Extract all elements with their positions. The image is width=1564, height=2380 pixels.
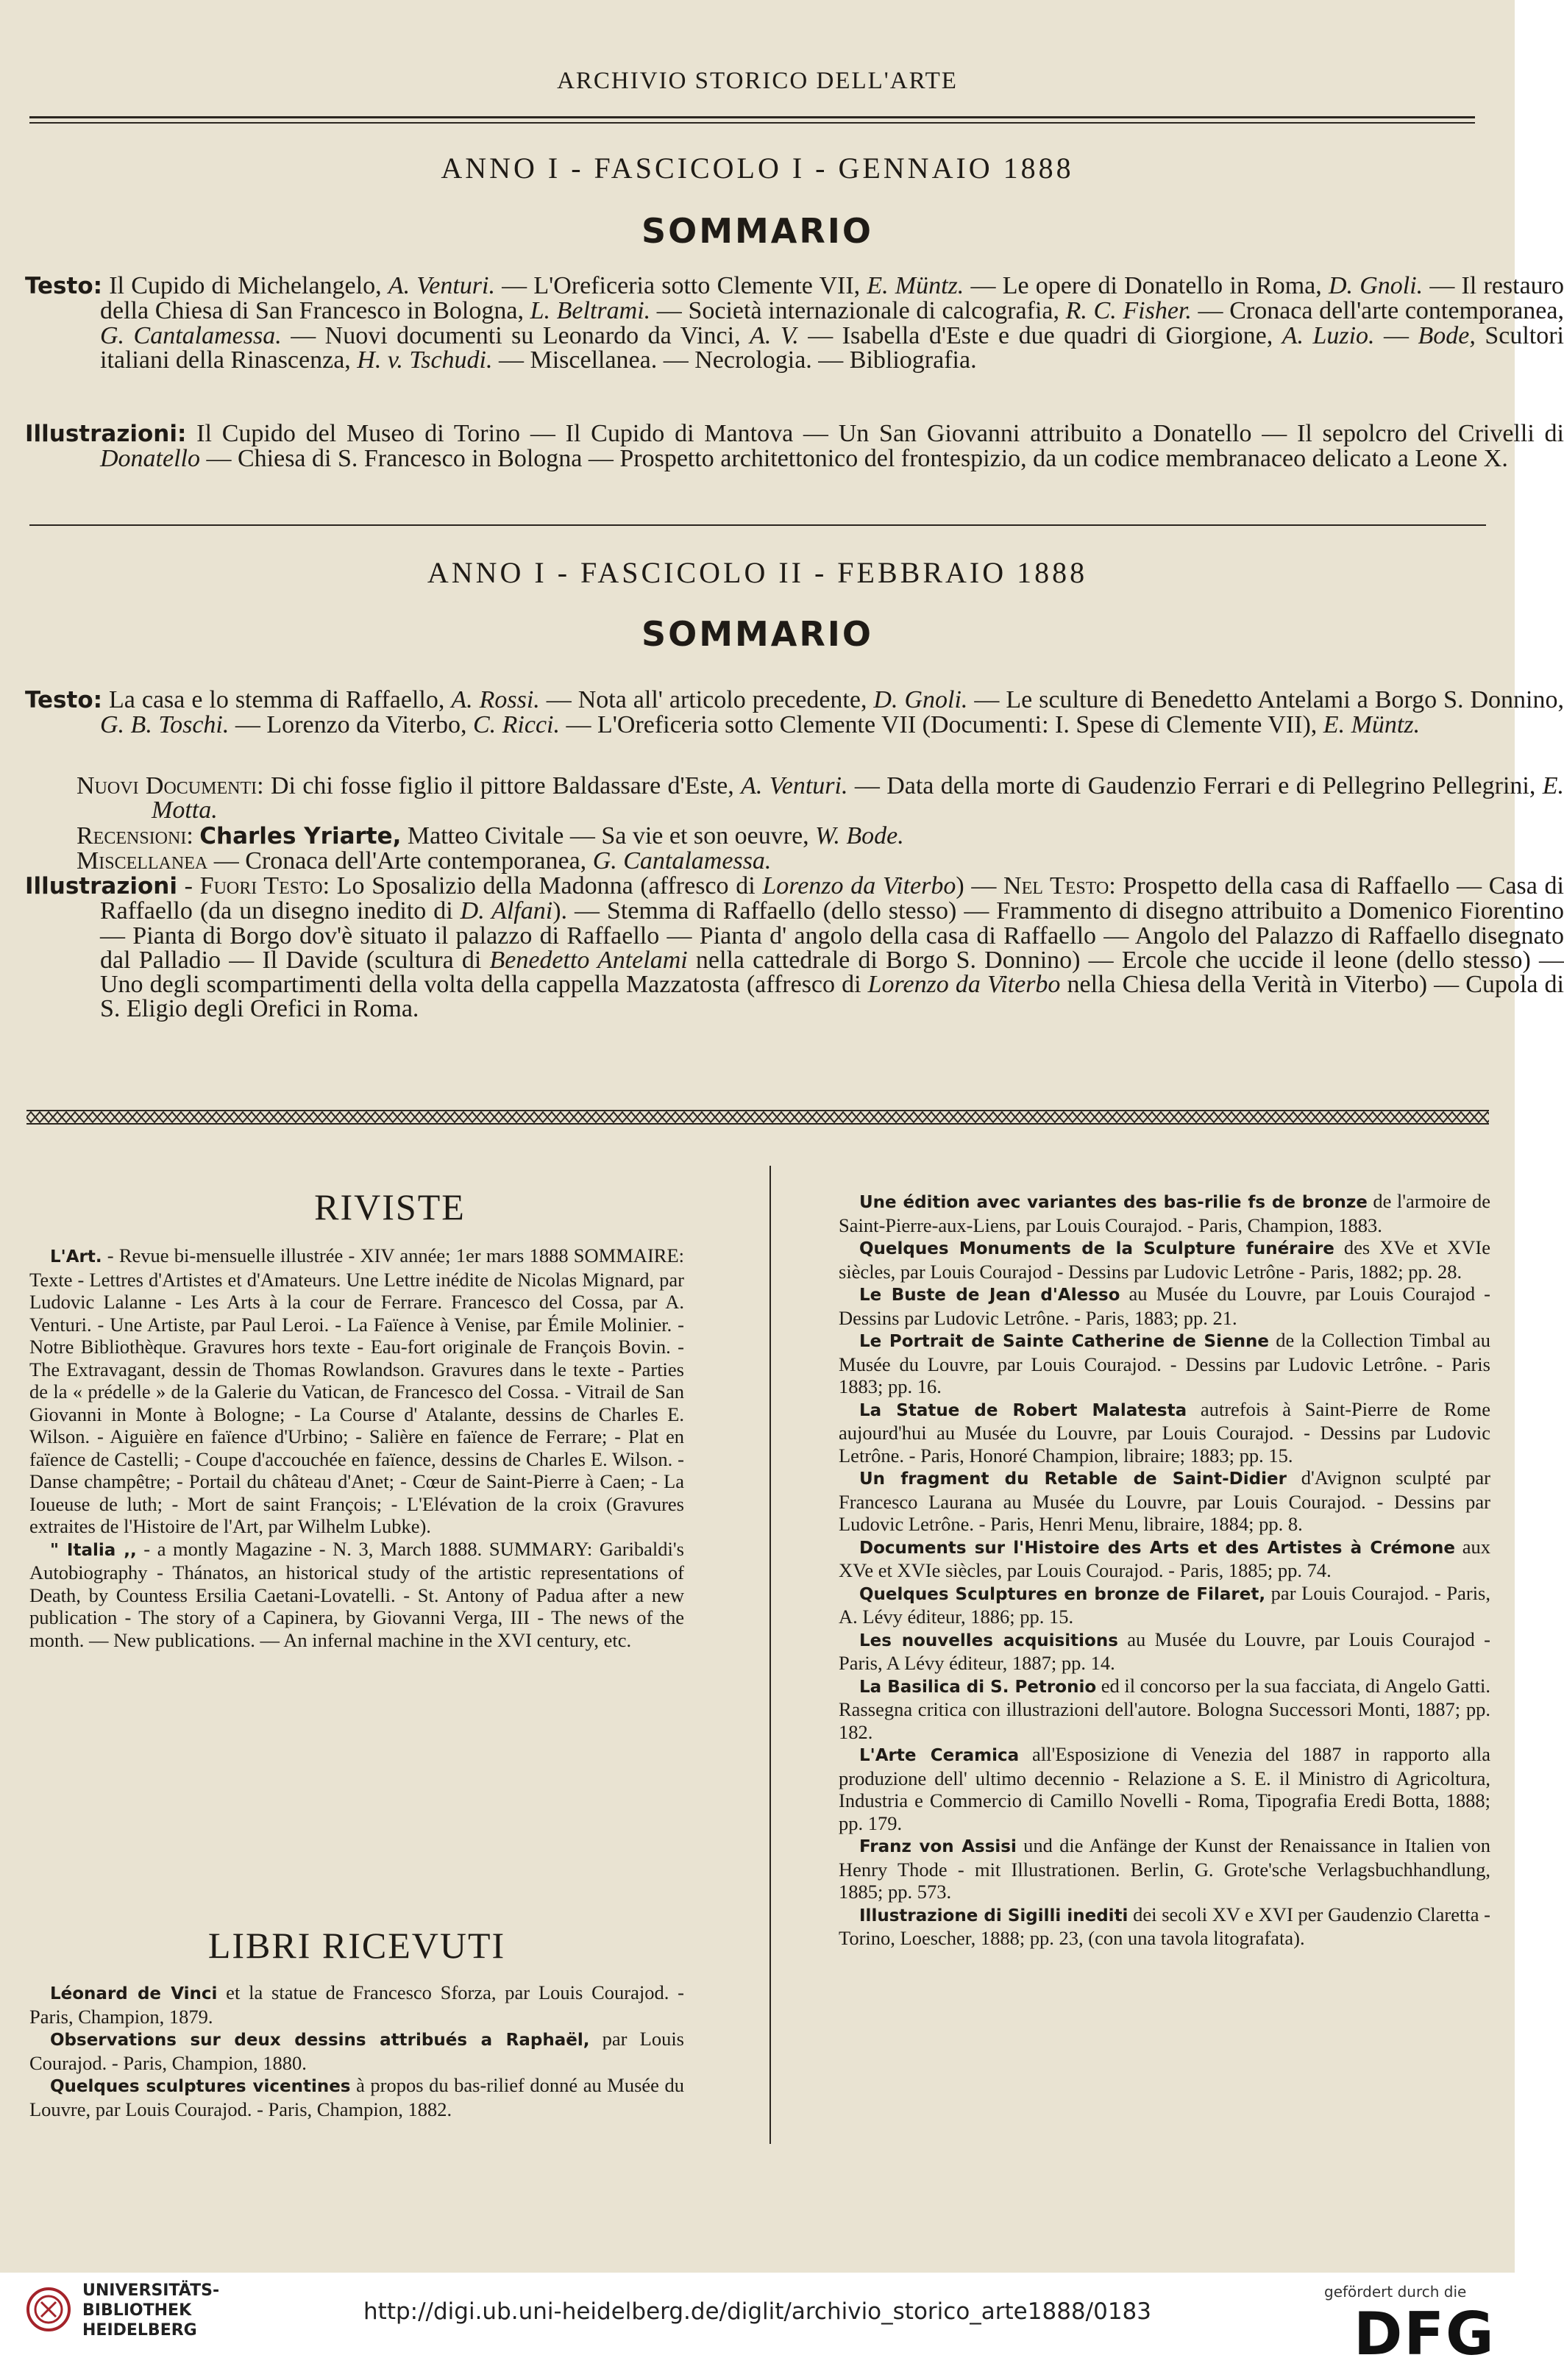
book-entry xyxy=(839,1190,1490,1236)
header-rule-2 xyxy=(29,122,1475,124)
text-run: — Nuovi documenti su Leonardo da Vinci, xyxy=(281,321,750,349)
entry-title: Quelques sculptures vicentines xyxy=(50,2077,351,2096)
book-entry xyxy=(839,1536,1490,1582)
entry-text: d'Avignon sculpté par Francesco Laurana au Musée du Louvre, par Louis Courajod. - Dessins par Ludovic Letrône. - Paris, Henri Menu, libraire, 1884; pp. 8. xyxy=(839,1467,1490,1535)
text-run: — L'Oreficeria sotto Clemente VII (Documenti: I. Spese di Clemente VII), xyxy=(560,711,1323,739)
author: L. Beltrami. xyxy=(530,297,651,325)
text-run: — Chiesa di S. Francesco in Bologna — Prospetto architettonico del frontespizio, da un codice membranaceo delicato a Leone X. xyxy=(199,445,1508,473)
entry-title: La Basilica di S. Petronio xyxy=(859,1677,1097,1697)
author: D. Gnoli. xyxy=(873,686,968,713)
author: E. Motta. xyxy=(152,772,1564,824)
author: E. Müntz. xyxy=(1323,711,1421,739)
book-entry xyxy=(839,1582,1490,1628)
entry-title: Le Buste de Jean d'Alesso xyxy=(859,1286,1120,1305)
text-run: — Isabella d'Este e due quadri di Giorgione, xyxy=(798,321,1282,349)
text-run: — Lorenzo da Viterbo, xyxy=(229,711,473,739)
entry-text: all'Esposizione di Venezia del 1887 in rapporto alla produzione dell' ultimo decennio - Relazione a S. E. il Ministro di Agricoltura, Industria e Commercio di Camillo Novelli - Roma, Tipografia Eredi Botta, 1888; pp. 179. xyxy=(839,1743,1490,1834)
entry-text: und die Anfänge der Kunst der Renaissance in Italien von Henry Thode - mit Illustrationen. Berlin, G. Grote'sche Verlagsbuchhandlung, 1885; pp. 573. xyxy=(839,1834,1490,1903)
author: H. v. Tschudi. xyxy=(357,346,493,374)
book-entry xyxy=(839,1628,1490,1675)
book-entry xyxy=(839,1329,1490,1398)
entry-text: ed il concorso per la sua facciata, di Angelo Gatti. Rassegna critica con illustrazioni dell'autore. Bologna Successori Monti, 1887; pp. 182. xyxy=(839,1674,1490,1743)
miscellanea-label: Miscellanea xyxy=(77,847,208,874)
author: G. B. Toschi. xyxy=(100,711,230,739)
entry-title: Les nouvelles acquisitions xyxy=(859,1631,1118,1650)
university-line: HEIDELBERG xyxy=(82,2321,197,2340)
author: Lorenzo da Viterbo xyxy=(867,971,1061,999)
issue2-illustrazioni-label: Illustrazioni xyxy=(25,873,177,899)
text-run: — Il restauro della Chiesa di San Francesco in Bologna, xyxy=(100,272,1564,325)
entry-text: de la Collection Timbal au Musée du Louvre, par Louis Courajod. - Dessins par Ludovic Letrône. - Paris 1883; pp. 16. xyxy=(839,1329,1490,1397)
text-run: — Società internazionale di calcografia, xyxy=(650,297,1066,325)
entry-title: Léonard de Vinci xyxy=(50,1984,218,2003)
author: Donatello xyxy=(100,445,200,473)
riviste-heading: RIVISTE xyxy=(314,1186,466,1228)
entry-text: aux XVe et XVIe siècles, par Louis Courajod. - Paris, 1885; pp. 74. xyxy=(839,1535,1490,1581)
author: C. Ricci. xyxy=(472,711,560,739)
entry-title: L'Arte Ceramica xyxy=(859,1746,1020,1765)
book-entry xyxy=(839,1743,1490,1834)
entry-title: L'Art. xyxy=(50,1247,102,1266)
entry-title: " Italia ,, xyxy=(50,1540,137,1560)
section-rule xyxy=(29,524,1486,526)
entry-text: autrefois à Saint-Pierre de Rome aujourd'hui au Musée du Louvre, par Louis Courajod. - Dessins par Ludovic Letrône. - Paris, Honoré Champion, libraire; 1883; pp. 15. xyxy=(839,1397,1490,1467)
issue2-recensioni xyxy=(77,824,1564,849)
issue2-testo xyxy=(25,688,1564,738)
entry-title: Illustrazione di Sigilli inediti xyxy=(859,1906,1128,1925)
text-run: — Le sculture di Benedetto Antelami a Borgo S. Donnino, xyxy=(967,686,1564,713)
entry-title: La Statue de Robert Malatesta xyxy=(859,1400,1187,1420)
riviste-entry xyxy=(29,1538,684,1652)
author: D. Alfani xyxy=(460,897,553,925)
text-run: Prospetto della casa di Raffaello — Casa di Raffaello (da un disegno inedito di xyxy=(100,872,1564,925)
book-entry xyxy=(839,1398,1490,1467)
author: A. Rossi. xyxy=(451,686,540,713)
text-run: Di chi fosse figlio il pittore Baldassare d'Este, xyxy=(263,772,742,799)
entry-text: de l'armoire de Saint-Pierre-aux-Liens, par Louis Courajod. - Paris, Champion, 1883. xyxy=(839,1190,1490,1236)
text-run: — Le opere di Donatello in Roma, xyxy=(964,272,1329,299)
entry-title: Le Portrait de Sainte Catherine de Sienne xyxy=(859,1332,1269,1351)
issue1-testo-label: Testo: xyxy=(25,273,103,299)
text-run: — Miscellanea. — Necrologia. — Bibliografia. xyxy=(492,346,977,374)
author: A. V. xyxy=(750,321,799,349)
issue2-miscellanea xyxy=(77,849,1564,873)
source-url-link[interactable]: http://digi.ub.uni-heidelberg.de/diglit/archivio_storico_arte1888/0183 xyxy=(363,2298,1151,2325)
author: G. Cantalamessa. xyxy=(592,847,772,874)
university-line: BIBLIOTHEK xyxy=(82,2301,192,2320)
text-run: — Nota all' articolo precedente, xyxy=(539,686,874,713)
entry-title: Une édition avec variantes des bas-rilie fs de bronze xyxy=(859,1193,1368,1212)
text-run: Matteo Civitale — Sa vie et son oeuvre, xyxy=(401,822,816,849)
author: Benedetto Antelami xyxy=(489,946,688,974)
author: E. Müntz. xyxy=(867,272,964,299)
entry-title: Quelques Monuments de la Sculpture funéraire xyxy=(859,1239,1334,1258)
issue1-testo xyxy=(25,274,1564,372)
issue2-illustrazioni xyxy=(25,874,1564,1022)
issue1-illustrazioni-label: Illustrazioni: xyxy=(25,421,187,447)
entry-text: dei secoli XV e XVI per Gaudenzio Claretta - Torino, Loescher, 1888; pp. 23, (con una tavola litografata). xyxy=(839,1903,1490,1949)
issue2-nuovi-documenti xyxy=(77,774,1564,823)
entry-text: au Musée du Louvre, par Louis Courajod - Dessins par Ludovic Letrône. - Paris, 1883; pp. 21. xyxy=(839,1283,1490,1329)
issue1-sommario: SOMMARIO xyxy=(641,211,874,251)
book-entry xyxy=(839,1236,1490,1283)
footer-bar xyxy=(0,2273,1515,2380)
dfg-logo: DFG xyxy=(1354,2300,1496,2368)
book-entry xyxy=(839,1467,1490,1536)
header-rule xyxy=(29,116,1475,118)
text-run: — xyxy=(1374,321,1418,349)
text-run: nella cattedrale di Borgo S. Donnino) — Ercole che uccide il leone (dello stesso) — Uno degli scompartimenti della volta della cappella Mazzatosta (affresco di xyxy=(100,946,1564,999)
entry-text: et la statue de Francesco Sforza, par Louis Courajod. - Paris, Champion, 1879. xyxy=(29,1981,684,2028)
text-run: ) — xyxy=(956,872,1004,899)
text-run: Il Cupido di Michelangelo, xyxy=(109,272,388,299)
author: G. Cantalamessa. xyxy=(100,321,282,349)
recensioni-name: Charles Yriarte, xyxy=(199,823,402,849)
entry-title: Un fragment du Retable de Saint-Didier xyxy=(859,1469,1287,1489)
text-run: — Cronaca dell'arte contemporanea, xyxy=(1191,297,1564,325)
libri-heading: LIBRI RICEVUTI xyxy=(207,1925,506,1966)
riviste-list xyxy=(29,1244,684,1651)
nel-testo-label: Nel Testo: xyxy=(1003,872,1116,899)
entry-text: - Revue bi-mensuelle illustrée - XIV année; 1er mars 1888 SOMMAIRE: Texte - Lettres d'Artistes et d'Amateurs. Une Lettre inédite de Nicolas Mignard, par Ludovic Lalanne - Les Arts à la cour de Ferrare. Francesco del Cossa, par A. Venturi. - Une Artiste, par Paul Leroi. - La Faïence à Venise, par Émile Molinier. - Notre Bibliothèque. Gravures hors texte - Eau-fort originale de François Bovin. - The Extravagant, dessin de Thomas Rowlandson. Gravures dans le texte - Parties de la « prédelle » de la Galerie du Vatican, de Francesco del Cossa. - Vitrail de San Giovanni in Monte à Bologne; - La Course d' Atalante, dessins de Charles E. Wilson. - Aiguière en faïence d'Urbino; - Salière en faïence de Ferrare; - Plat en faïence de Castelli; - Coupe d'accouchée en faïence, dessins de Charles E. Wilson. - Danse champêtre; - Portail du château d'Anet; - Cœur de Saint-Pierre à Caen; - La Ioueuse de luth; - Mort de saint François; - L'Elévation de la croix (Gravures extraites de l'Histoire de l'Art, par Wilhelm Lubke). xyxy=(29,1244,684,1537)
author: A. Venturi. xyxy=(741,772,848,799)
book-entry xyxy=(839,1675,1490,1744)
libri-entry xyxy=(29,2028,684,2074)
author: D. Gnoli. xyxy=(1328,272,1423,299)
entry-text: par Louis Courajod. - Paris, A. Lévy éditeur, 1886; pp. 15. xyxy=(839,1581,1491,1628)
author: Bode, xyxy=(1418,321,1476,349)
entry-text: - a montly Magazine - N. 3, March 1888. SUMMARY: Garibaldi's Autobiography - Thánatos, an historical study of the artistic representations of Death, by Countess Ersilia Caetani-Lovatelli. - St. Antony of Padua after a new publication - The story of a Capinera, by Giovanni Verga, III - The news of the month. — New publications. — An infernal machine in the XVI century, etc. xyxy=(29,1537,684,1651)
book-entry xyxy=(839,1903,1490,1950)
entry-text: des XVe et XVIe siècles, par Louis Courajod - Dessins par Ludovic Letrône - Paris, 1882; pp. 28. xyxy=(839,1236,1491,1283)
entry-title: Franz von Assisi xyxy=(859,1837,1017,1856)
libri-entry xyxy=(29,1981,684,2028)
issue2-testo-label: Testo: xyxy=(25,687,103,713)
issue1-illustrazioni xyxy=(25,421,1564,471)
entry-title: Quelques Sculptures en bronze de Filaret, xyxy=(859,1584,1266,1604)
author: A. Venturi. xyxy=(388,272,495,299)
text-run: ). — Stemma di Raffaello (dello stesso) — Frammento di disegno attribuito a Domenico Fiorentino — Pianta di Borgo dov'è situato il palazzo di Raffaello — Pianta d' angolo della casa di Raffaello — Angolo del Palazzo di Raffaello disegnato dal Palladio — Il Davide (scultura di xyxy=(100,897,1564,974)
running-head: ARCHIVIO STORICO DELL'ARTE xyxy=(557,68,958,94)
text-run: nella Chiesa della Verità in Viterbo) — Cupola di S. Eligio degli Orefici in Roma. xyxy=(100,971,1564,1023)
text-run: Il Cupido del Museo di Torino — Il Cupido di Mantova — Un San Giovanni attribuito a Donatello — Il sepolcro del Crivelli di xyxy=(186,420,1564,447)
libri-list xyxy=(29,1981,684,2120)
entry-text: à propos du bas-rilief donné au Musée du Louvre, par Louis Courajod. - Paris, Champion, 1882. xyxy=(29,2074,684,2120)
entry-text: au Musée du Louvre, par Louis Courajod - Paris, A Lévy éditeur, 1887; pp. 14. xyxy=(839,1628,1490,1674)
entry-title: Observations sur deux dessins attribués a Raphaël, xyxy=(50,2031,590,2050)
issue2-sommario: SOMMARIO xyxy=(641,614,874,654)
entry-text: par Louis Courajod. - Paris, Champion, 1880. xyxy=(29,2028,684,2074)
book-entry xyxy=(839,1834,1490,1903)
recensioni-label: Recensioni: xyxy=(77,822,193,849)
entry-title: Documents sur l'Histoire des Arts et des Artistes à Crémone xyxy=(859,1538,1455,1558)
column-separator xyxy=(769,1166,771,2144)
nuovi-documenti-label: Nuovi Documenti: xyxy=(77,772,264,799)
right-column-list xyxy=(839,1190,1490,1950)
author: Lorenzo da Viterbo xyxy=(762,872,956,899)
text-run: La casa e lo stemma di Raffaello, xyxy=(102,686,452,713)
text-run: — L'Oreficeria sotto Clemente VII, xyxy=(494,272,867,299)
text-run: — Cronaca dell'Arte contemporanea, xyxy=(207,847,593,874)
university-line: UNIVERSITÄTS- xyxy=(82,2281,220,2300)
book-entry xyxy=(839,1283,1490,1329)
author: W. Bode. xyxy=(815,822,904,849)
issue1-title: ANNO I - FASCICOLO I - GENNAIO 1888 xyxy=(441,152,1074,185)
text-run: Lo Sposalizio della Madonna (affresco di xyxy=(330,872,763,899)
text-run: — Data della morte di Gaudenzio Ferrari e di Pellegrino Pellegrini, xyxy=(847,772,1543,799)
ornamental-divider xyxy=(26,1109,1489,1125)
riviste-entry xyxy=(29,1244,684,1538)
funded-by-label: gefördert durch die xyxy=(1324,2283,1467,2301)
author: R. C. Fisher. xyxy=(1065,297,1192,325)
fuori-testo-label: - Fuori Testo: xyxy=(177,872,330,899)
libri-entry xyxy=(29,2074,684,2120)
author: A. Luzio. xyxy=(1282,321,1375,349)
issue2-title: ANNO I - FASCICOLO II - FEBBRAIO 1888 xyxy=(427,556,1088,589)
text-run: Scultori italiani della Rinascenza, xyxy=(100,321,1564,374)
